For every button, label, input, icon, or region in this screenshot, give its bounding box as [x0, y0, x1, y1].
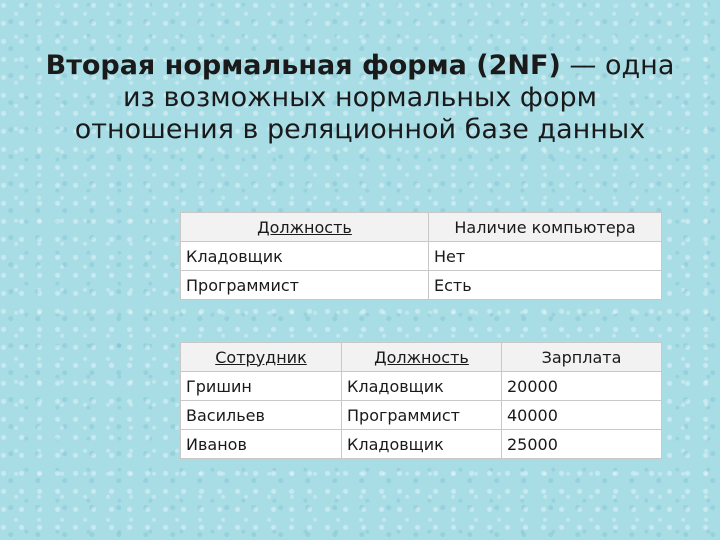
positions-table — [180, 212, 662, 300]
table-cell: Кладовщик — [342, 372, 502, 401]
table-cell: Васильев — [181, 401, 342, 430]
table-header-row — [181, 343, 662, 372]
header-salary: Зарплата — [502, 343, 662, 372]
header-has-computer: Наличие компьютера — [429, 213, 662, 242]
table-header-row — [181, 213, 662, 242]
employees-table — [180, 342, 662, 459]
table-row — [181, 430, 662, 459]
table-row — [181, 271, 662, 300]
title-definition: — одна из возможных нормальных форм отношения в реляционной базе данных — [74, 50, 675, 145]
table-row — [181, 401, 662, 430]
table-cell: Программист — [181, 271, 429, 300]
title-term: Вторая нормальная форма (2NF) — [45, 50, 561, 81]
table-cell: Иванов — [181, 430, 342, 459]
table-cell: Есть — [429, 271, 662, 300]
table-cell: 40000 — [502, 401, 662, 430]
table-row — [181, 372, 662, 401]
table-cell: Кладовщик — [181, 242, 429, 271]
table-cell: 25000 — [502, 430, 662, 459]
table-cell: Кладовщик — [342, 430, 502, 459]
header-employee: Сотрудник — [181, 343, 342, 372]
table-cell: 20000 — [502, 372, 662, 401]
table-row — [181, 242, 662, 271]
header-position: Должность — [181, 213, 429, 242]
slide-title — [40, 50, 680, 146]
table-cell: Программист — [342, 401, 502, 430]
table-cell: Гришин — [181, 372, 342, 401]
table-cell: Нет — [429, 242, 662, 271]
header-position: Должность — [342, 343, 502, 372]
